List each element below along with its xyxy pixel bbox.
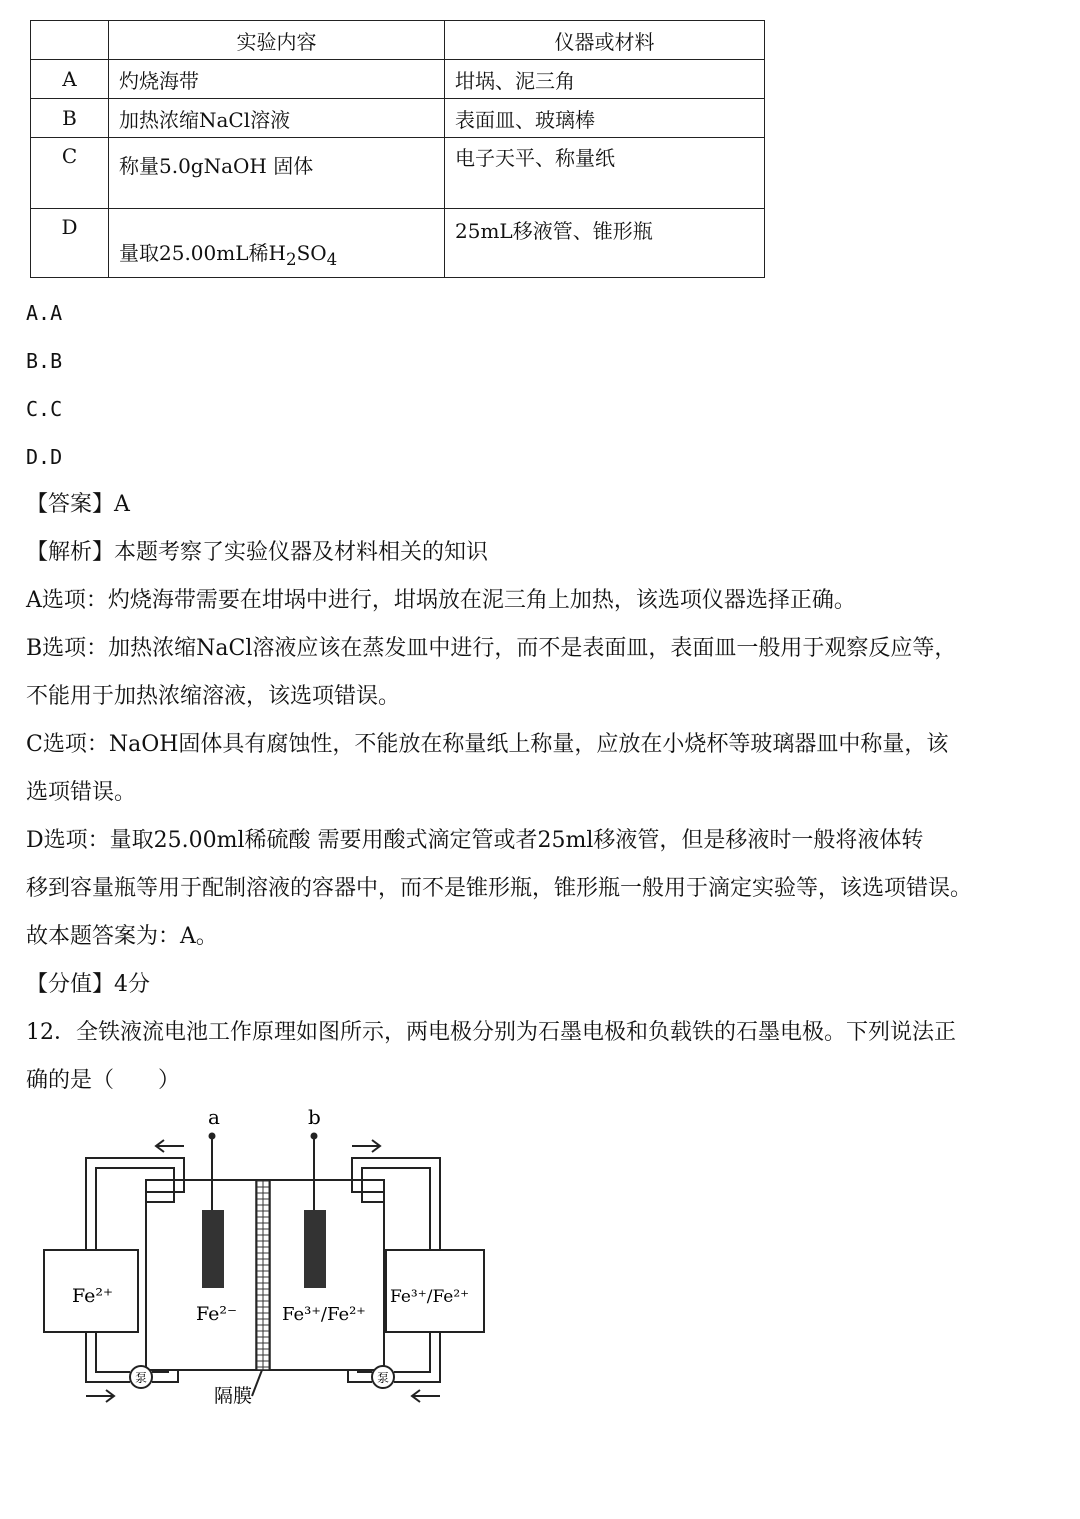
table-row <box>31 138 765 209</box>
arrow-right-top <box>352 1140 380 1152</box>
membrane-pointer <box>252 1370 262 1396</box>
table-row <box>31 60 765 99</box>
arrow-left-bottom <box>86 1390 114 1402</box>
label-b: b <box>308 1105 321 1129</box>
row-letter: A <box>31 60 109 99</box>
row-equipment: 坩埚、泥三角 <box>445 60 765 99</box>
analysis-line: 不能用于加热浓缩溶液，该选项错误。 <box>26 684 401 709</box>
table-row <box>31 209 765 278</box>
option-c: C.C <box>26 397 63 421</box>
row-content-cell <box>109 138 445 209</box>
analysis-line: B选项：加热浓缩NaCl溶液应该在蒸发皿中进行，而不是表面皿，表面皿一般用于观察反应等， <box>26 636 957 661</box>
row-equipment: 25mL移液管、锥形瓶 <box>455 219 653 243</box>
electrode-b <box>304 1210 326 1288</box>
question-line: 确的是（ ） <box>26 1068 181 1093</box>
row-letter: C <box>31 138 109 209</box>
row-letter: D <box>31 209 109 278</box>
question-line: 12．全铁液流电池工作原理如图所示，两电极分别为石墨电极和负载铁的石墨电极。下列说法正 <box>26 1020 956 1045</box>
flow-battery-diagram <box>38 1100 498 1420</box>
arrow-left-top <box>156 1140 184 1152</box>
left-pump-label: 泵 <box>135 1371 148 1385</box>
left-tank-label: Fe²⁺ <box>72 1285 114 1307</box>
analysis-line: D选项：量取25.00ml稀硫酸 需要用酸式滴定管或者25ml移液管，但是移液时一般将液体转 <box>26 828 924 853</box>
left-cell-label: Fe²⁻ <box>196 1303 238 1325</box>
content-text: SO <box>296 241 327 265</box>
table-header-cell: 仪器或材料 <box>445 21 765 60</box>
option-d: D.D <box>26 445 63 469</box>
right-cell-label: Fe³⁺/Fe²⁺ <box>282 1304 366 1325</box>
right-pump-label: 泵 <box>377 1371 390 1385</box>
content-text: 量取25.00mL稀H <box>119 241 286 265</box>
membrane-label: 隔膜 <box>214 1385 253 1407</box>
row-content: 灼烧海带 <box>109 60 445 99</box>
right-top-pipe <box>352 1158 440 1250</box>
row-equipment: 表面皿、玻璃棒 <box>445 99 765 138</box>
terminal-b-icon <box>311 1133 318 1140</box>
row-equipment-cell <box>445 138 765 209</box>
analysis-line: 移到容量瓶等用于配制溶液的容器中，而不是锥形瓶，锥形瓶一般用于滴定实验等，该选项错误。 <box>26 876 973 901</box>
score-line: 【分值】4分 <box>26 972 150 997</box>
table-header-cell <box>31 21 109 60</box>
option-a: A.A <box>26 301 63 325</box>
analysis-line: C选项：NaOH固体具有腐蚀性，不能放在称量纸上称量，应放在小烧杯等玻璃器皿中称量，该 <box>26 732 949 757</box>
analysis-line: 选项错误。 <box>26 780 137 805</box>
terminal-a-icon <box>209 1133 216 1140</box>
left-top-pipe <box>86 1158 184 1250</box>
row-equipment: 电子天平、称量纸 <box>455 146 615 170</box>
electrode-a <box>202 1210 224 1288</box>
arrow-right-bottom <box>412 1390 440 1402</box>
row-equipment-cell <box>445 209 765 278</box>
table-header-cell: 实验内容 <box>109 21 445 60</box>
subscript-4: 4 <box>326 250 338 269</box>
answer-line: 【答案】A <box>26 492 130 517</box>
row-content <box>119 223 337 269</box>
analysis-title: 【解析】本题考察了实验仪器及材料相关的知识 <box>26 540 489 565</box>
analysis-line: A选项：灼烧海带需要在坩埚中进行，坩埚放在泥三角上加热，该选项仪器选择正确。 <box>26 588 856 613</box>
option-b: B.B <box>26 349 63 373</box>
table-row <box>31 99 765 138</box>
label-a: a <box>208 1105 220 1129</box>
right-tank-label: Fe³⁺/Fe²⁺ <box>390 1287 470 1307</box>
membrane <box>256 1180 270 1370</box>
right-bottom-pipe <box>394 1332 440 1382</box>
row-content: 称量5.0gNaOH 固体 <box>119 154 314 178</box>
row-content-cell <box>109 209 445 278</box>
subscript-2: 2 <box>285 250 297 269</box>
row-letter: B <box>31 99 109 138</box>
experiment-table <box>30 20 765 278</box>
table-header-row <box>31 21 765 60</box>
left-bottom-pipe <box>86 1332 130 1382</box>
analysis-line: 故本题答案为：A。 <box>26 924 218 949</box>
row-content: 加热浓缩NaCl溶液 <box>109 99 445 138</box>
